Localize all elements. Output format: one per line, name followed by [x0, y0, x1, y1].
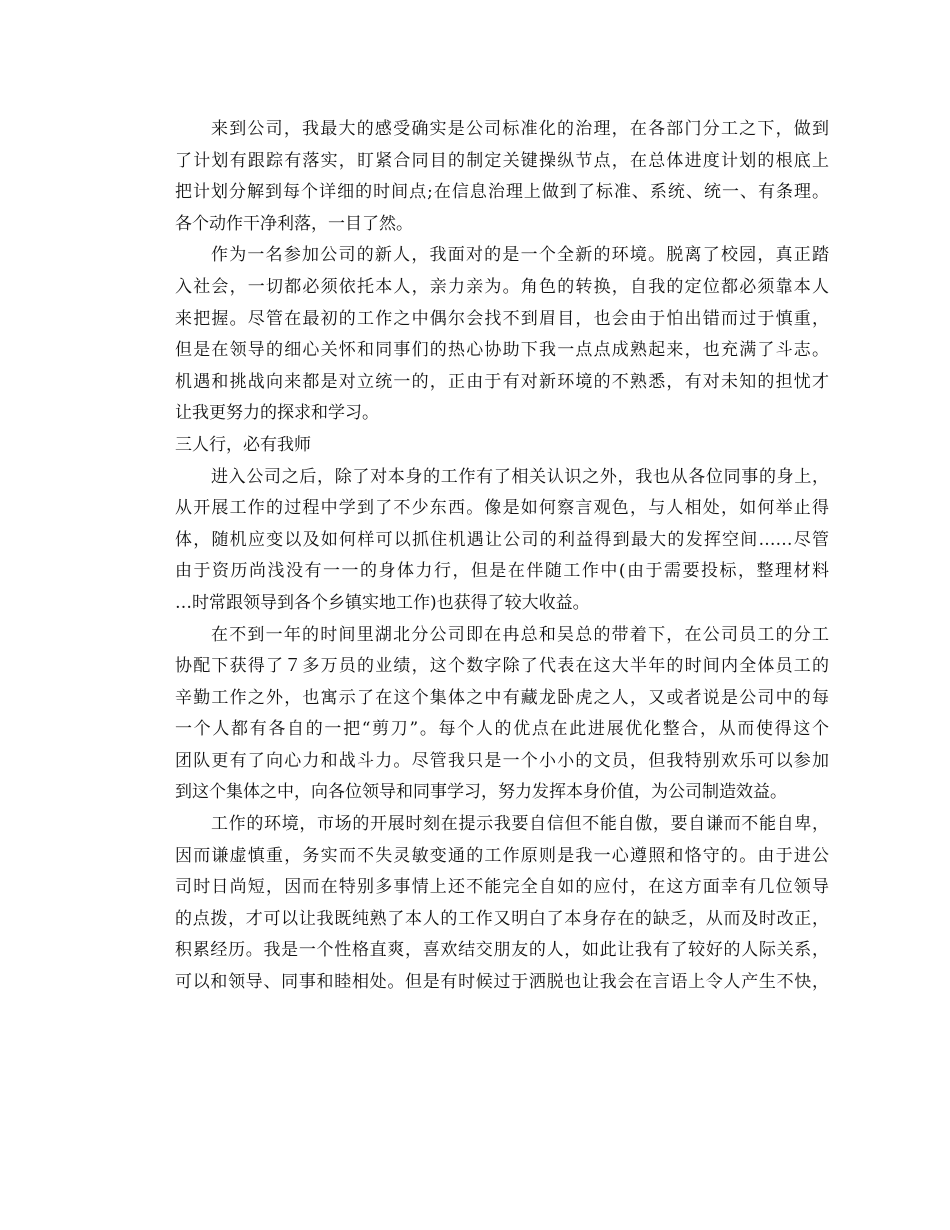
section-heading: 三人行，必有我师 [175, 434, 311, 455]
text-line: 的点拨，才可以让我既纯熟了本人的工作又明白了本身存在的缺乏，从而及时改正， [175, 908, 829, 929]
text-line: 但是在领导的细心关怀和同事们的热心协助下我一点点成熟起来，也充满了斗志。 [175, 340, 829, 361]
paragraph-4 [139, 620, 829, 810]
document-page [139, 114, 829, 999]
text-line: 了计划有跟踪有落实，盯紧合同目的制定关键操纵节点，在总体进度计划的根底上 [175, 150, 829, 171]
text-line: 进入公司之后，除了对本身的工作有了相关认识之外，我也从各位同事的身上， [211, 466, 829, 487]
paragraph-3 [139, 462, 829, 620]
text-line: 各个动作干净利落，一目了然。 [175, 213, 413, 234]
text-line: 到这个集体之中，向各位领导和同事学习，努力发挥本身价值，为公司制造效益。 [175, 782, 787, 803]
text-line: 因而谦虚慎重，务实而不失灵敏变通的工作原则是我一心遵照和恪守的。由于进公 [175, 845, 829, 866]
text-line: 作为一名参加公司的新人，我面对的是一个全新的环境。脱离了校园，真正踏 [211, 245, 829, 266]
text-line: …时常跟领导到各个乡镇实地工作)也获得了较大收益。 [175, 592, 590, 613]
paragraph-5 [139, 809, 829, 999]
text-line: 入社会，一切都必须依托本人，亲力亲为。角色的转换，自我的定位都必须靠本人 [175, 276, 829, 297]
text-line: 机遇和挑战向来都是对立统一的，正由于有对新环境的不熟悉，有对未知的担忧才 [175, 371, 829, 392]
text-line: 协配下获得了７多万员的业绩，这个数字除了代表在这大半年的时间内全体员工的 [175, 656, 829, 677]
text-line: 辛勤工作之外，也寓示了在这个集体之中有藏龙卧虎之人，又或者说是公司中的每 [175, 687, 829, 708]
text-line: 来把握。尽管在最初的工作之中偶尔会找不到眉目，也会由于怕出错而过于慎重， [175, 308, 829, 329]
text-line: 团队更有了向心力和战斗力。尽管我只是一个小小的文员，但我特别欢乐可以参加 [175, 750, 829, 771]
text-line: 体，随机应变以及如何样可以抓住机遇让公司的利益得到最大的发挥空间……尽管 [175, 529, 829, 550]
paragraph-1 [139, 114, 829, 240]
text-line: 从开展工作的过程中学到了不少东西。像是如何察言观色，与人相处，如何举止得 [175, 498, 829, 519]
text-line: 工作的环境，市场的开展时刻在提示我要自信但不能自傲，要自谦而不能自卑， [211, 814, 829, 835]
text-line: 积累经历。我是一个性格直爽，喜欢结交朋友的人，如此让我有了较好的人际关系， [175, 940, 829, 961]
text-line: 让我更努力的探求和学习。 [175, 403, 379, 424]
paragraph-2 [139, 240, 829, 430]
text-line: 由于资历尚浅没有一一的身体力行，但是在伴随工作中(由于需要投标，整理材料 [175, 561, 829, 582]
text-line: 来到公司，我最大的感受确实是公司标准化的治理，在各部门分工之下，做到 [211, 119, 829, 139]
text-line: 司时日尚短，因而在特别多事情上还不能完全自如的应付，在这方面幸有几位领导 [175, 877, 829, 898]
text-line: 可以和领导、同事和睦相处。但是有时候过于洒脱也让我会在言语上令人产生不快， [175, 972, 829, 993]
text-line: 把计划分解到每个详细的时间点;在信息治理上做到了标准、系统、统一、有条理。 [175, 182, 829, 203]
text-line: 在不到一年的时间里湖北分公司即在冉总和吴总的带着下，在公司员工的分工 [211, 624, 829, 645]
text-line: 一个人都有各自的一把“剪刀”。每个人的优点在此进展优化整合，从而使得这个 [175, 719, 829, 740]
